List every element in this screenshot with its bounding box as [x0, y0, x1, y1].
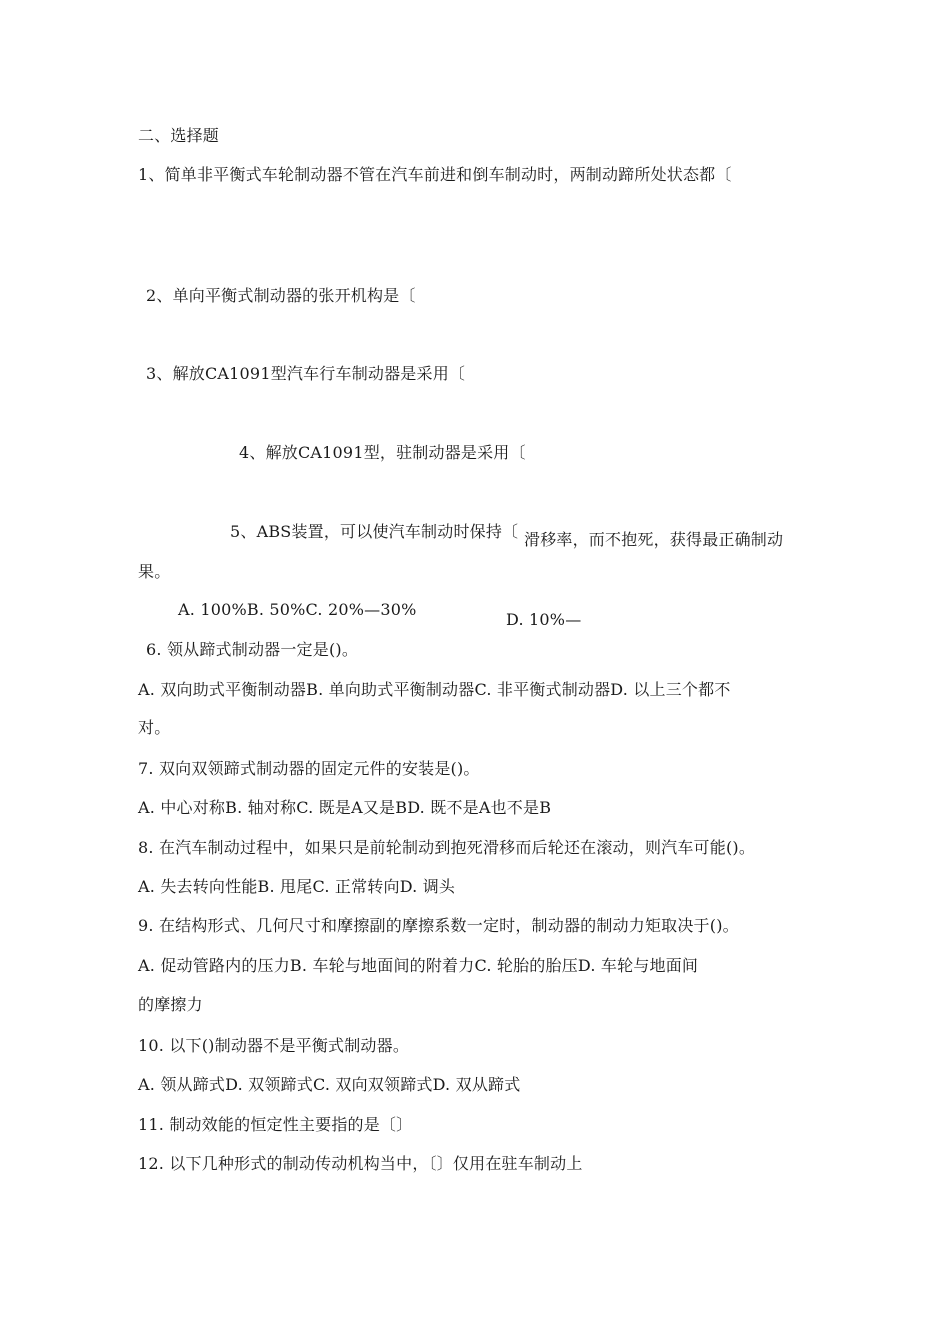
question-9-options-line1: A. 促动管路内的压力B. 车轮与地面间的附着力C. 轮胎的胎压D. 车轮与地面间 — [138, 956, 699, 975]
question-9-options-line2: 的摩擦力 — [138, 995, 203, 1014]
question-5-continuation: 果。 — [138, 562, 171, 581]
question-8: 8. 在汽车制动过程中，如果只是前轮制动到抱死滑移而后轮还在滚动，则汽车可能()。 — [138, 838, 756, 857]
question-6-options-line1: A. 双向助式平衡制动器B. 单向助式平衡制动器C. 非平衡式制动器D. 以上三个都不 — [138, 680, 731, 699]
question-5-option-d-clipped: D. 10%— — [506, 610, 582, 629]
question-9: 9. 在结构形式、几何尺寸和摩擦副的摩擦系数一定时，制动器的制动力矩取决于()。 — [138, 916, 739, 935]
question-12: 12. 以下几种形式的制动传动机构当中，〔〕仅用在驻车制动上 — [138, 1154, 583, 1173]
question-7-options: A. 中心对称B. 轴对称C. 既是A又是BD. 既不是A也不是B — [138, 798, 552, 817]
question-2: 2、单向平衡式制动器的张开机构是〔 — [146, 286, 416, 305]
question-10-options: A. 领从蹄式D. 双领蹄式C. 双向双领蹄式D. 双从蹄式 — [138, 1075, 521, 1094]
question-5-options: A. 100%B. 50%C. 20%—30% — [178, 600, 417, 619]
question-1: 1、简单非平衡式车轮制动器不管在汽车前进和倒车制动时，两制动蹄所处状态都〔 — [138, 165, 732, 184]
question-5: 5、ABS装置，可以使汽车制动时保持〔 — [230, 522, 519, 541]
question-4: 4、解放CA1091型，驻制动器是采用〔 — [239, 443, 526, 462]
question-10: 10. 以下()制动器不是平衡式制动器。 — [138, 1036, 410, 1055]
question-8-options: A. 失去转向性能B. 甩尾C. 正常转向D. 调头 — [138, 877, 456, 896]
question-7: 7. 双向双领蹄式制动器的固定元件的安装是()。 — [138, 759, 480, 778]
question-6: 6. 领从蹄式制动器一定是()。 — [146, 640, 359, 659]
question-11: 11. 制动效能的恒定性主要指的是〔〕 — [138, 1115, 413, 1134]
question-6-options-line2: 对。 — [138, 718, 171, 737]
section-title: 二、选择题 — [138, 126, 220, 145]
question-5-clipped-text: 滑移率，而不抱死，获得最正确制动 — [524, 530, 784, 549]
question-3: 3、解放CA1091型汽车行车制动器是采用〔 — [146, 364, 466, 383]
